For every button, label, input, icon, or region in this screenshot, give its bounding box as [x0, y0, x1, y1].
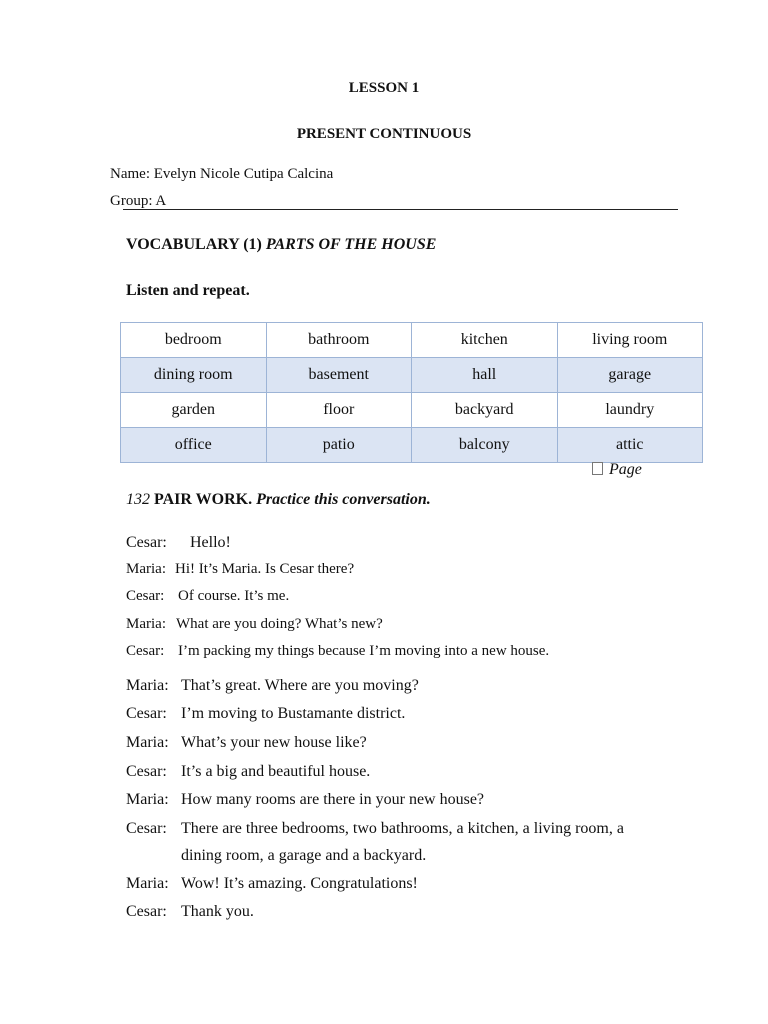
- dialogue-text: Thank you.: [181, 903, 254, 920]
- table-cell: dining room: [121, 358, 267, 393]
- dialogue-text: It’s a big and beautiful house.: [181, 763, 371, 780]
- dialogue-text: I’m moving to Bustamante district.: [181, 705, 406, 722]
- speaker: Maria:: [126, 677, 169, 694]
- pair-work-heading: [126, 491, 431, 509]
- dialogue-line: [126, 734, 367, 752]
- dialogue-line: [126, 791, 484, 809]
- dialogue-text: Of course. It’s me.: [178, 588, 290, 604]
- dialogue-line: [126, 677, 419, 695]
- dialogue-text: Hi! It’s Maria. Is Cesar there?: [175, 561, 355, 577]
- dialogue-line: [126, 820, 624, 838]
- table-cell: patio: [266, 428, 412, 463]
- dialogue-text: How many rooms are there in your new house?: [181, 791, 485, 808]
- dialogue-text: Wow! It’s amazing. Congratulations!: [181, 875, 418, 892]
- table-cell: backyard: [412, 393, 558, 428]
- student-name: Name: Evelyn Nicole Cutipa Calcina: [110, 166, 334, 182]
- speaker: Cesar:: [126, 588, 165, 604]
- dialogue-line: [126, 561, 354, 578]
- dialogue-line: [126, 705, 405, 723]
- dialogue-text: dining room, a garage and a backyard.: [181, 847, 427, 864]
- table-cell: living room: [557, 323, 703, 358]
- dialogue-text: What’s your new house like?: [181, 734, 367, 751]
- speaker: Cesar:: [126, 820, 167, 837]
- page-note-text: Page: [609, 461, 642, 478]
- speaker: Cesar:: [126, 763, 167, 780]
- vocabulary-topic: PARTS OF THE HOUSE: [265, 236, 437, 253]
- speaker: Maria:: [126, 734, 169, 751]
- dialogue-line: [126, 847, 426, 865]
- table-cell: kitchen: [412, 323, 558, 358]
- table-row: [121, 358, 703, 393]
- table-cell: garden: [121, 393, 267, 428]
- table-cell: hall: [412, 358, 558, 393]
- dialogue-line: [126, 534, 231, 552]
- dialogue-line: [126, 588, 289, 605]
- speaker: Cesar:: [126, 705, 167, 722]
- table-cell: balcony: [412, 428, 558, 463]
- table-cell: garage: [557, 358, 703, 393]
- dialogue-text: There are three bedrooms, two bathrooms, a kitchen, a living room, a: [181, 820, 624, 837]
- dialogue-line: [126, 616, 383, 633]
- lesson-topic: PRESENT CONTINUOUS: [296, 126, 472, 142]
- checkbox-icon: [592, 462, 603, 475]
- dialogue-text: Hello!: [190, 534, 231, 551]
- pair-work-label: PAIR WORK.: [154, 491, 253, 508]
- page-number: 132: [126, 491, 150, 508]
- speaker: Cesar:: [126, 643, 165, 659]
- speaker: Maria:: [126, 791, 169, 808]
- vocabulary-table: [120, 322, 703, 463]
- speaker: Maria:: [126, 616, 166, 632]
- table-row: [121, 428, 703, 463]
- table-cell: bathroom: [266, 323, 412, 358]
- table-cell: bedroom: [121, 323, 267, 358]
- table-row: [121, 323, 703, 358]
- dialogue-line: [126, 903, 254, 921]
- speaker: Maria:: [126, 561, 166, 577]
- speaker: Cesar:: [126, 903, 167, 920]
- student-group: Group: A: [110, 193, 167, 209]
- page-note: [592, 461, 642, 479]
- dialogue-text: That’s great. Where are you moving?: [181, 677, 419, 694]
- speaker: Maria:: [126, 875, 169, 892]
- dialogue-line: [126, 875, 418, 893]
- table-cell: floor: [266, 393, 412, 428]
- table-cell: basement: [266, 358, 412, 393]
- dialogue-text: I’m packing my things because I’m moving into a new house.: [178, 643, 550, 659]
- table-cell: attic: [557, 428, 703, 463]
- listen-instruction: Listen and repeat.: [126, 282, 250, 299]
- vocabulary-heading: [126, 236, 436, 254]
- vocabulary-label: VOCABULARY (1): [126, 236, 262, 253]
- table-cell: laundry: [557, 393, 703, 428]
- dialogue-text: What are you doing? What’s new?: [176, 616, 383, 632]
- table-cell: office: [121, 428, 267, 463]
- dialogue-line: [126, 763, 370, 781]
- pair-work-instruction: Practice this conversation.: [256, 491, 431, 508]
- table-row: [121, 393, 703, 428]
- group-underline: [123, 209, 678, 210]
- lesson-title: LESSON 1: [348, 80, 420, 96]
- speaker: Cesar:: [126, 534, 167, 551]
- dialogue-line: [126, 643, 549, 660]
